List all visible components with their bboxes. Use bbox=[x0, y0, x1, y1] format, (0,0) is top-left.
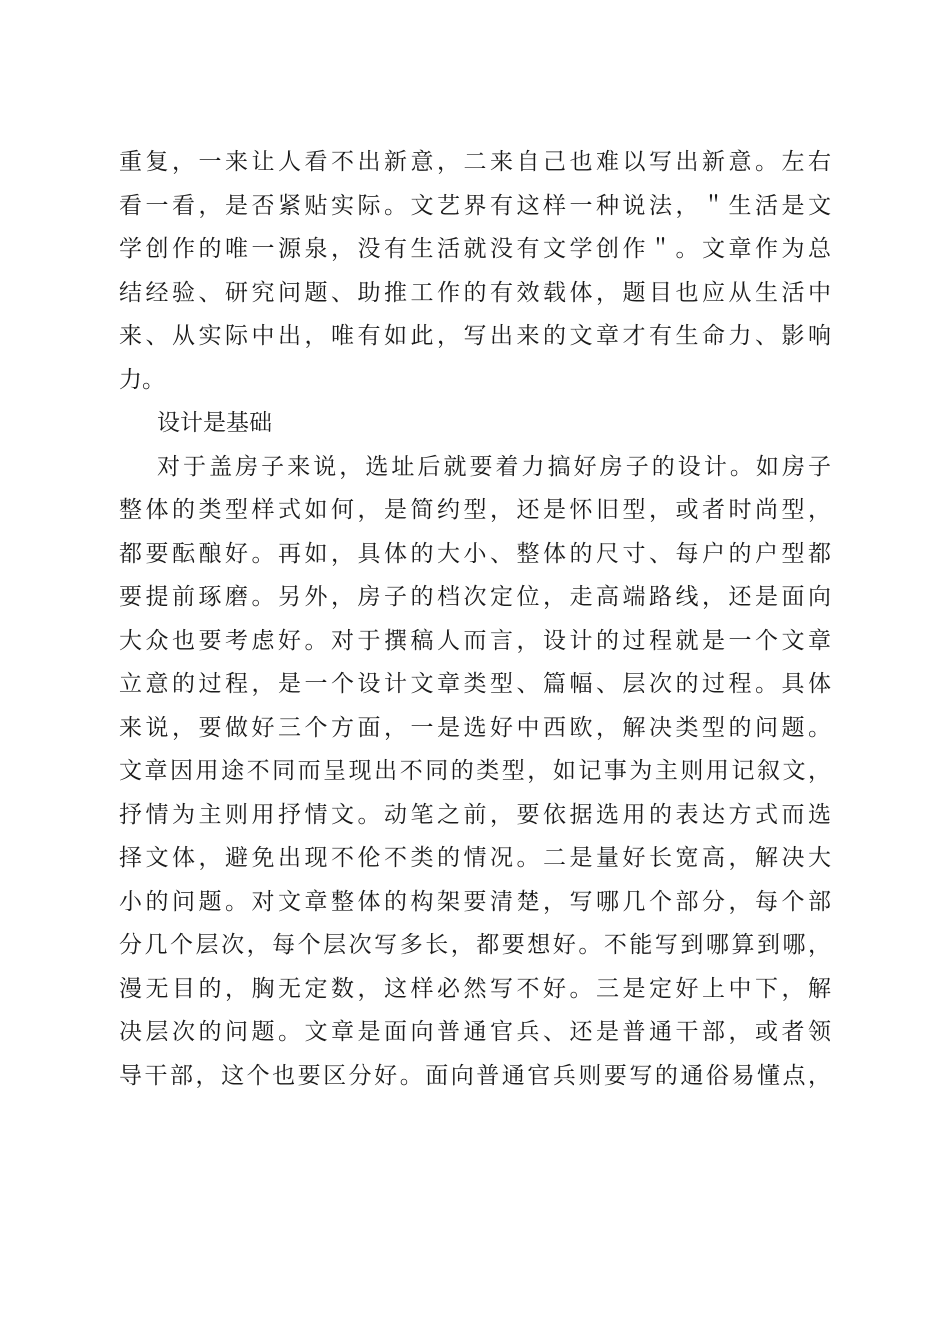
text-line: 大众也要考虑好。对于撰稿人而言，设计的过程就是一个文章 bbox=[119, 627, 831, 654]
text-line: 整体的类型样式如何，是简约型，还是怀旧型，或者时尚型， bbox=[119, 497, 831, 523]
text-line: 结经验、研究问题、助推工作的有效载体，题目也应从生活中 bbox=[119, 279, 831, 306]
text-line: 导干部，这个也要区分好。面向普通官兵则要写的通俗易懂点， bbox=[119, 1062, 831, 1089]
text-line: 立意的过程，是一个设计文章类型、篇幅、层次的过程。具体 bbox=[119, 671, 831, 697]
text-line: 漫无目的，胸无定数，这样必然写不好。三是定好上中下，解 bbox=[119, 975, 831, 1002]
text-line: 分几个层次，每个层次写多长，都要想好。不能写到哪算到哪， bbox=[119, 932, 831, 958]
text-line: 来、从实际中出，唯有如此，写出来的文章才有生命力、影响 bbox=[119, 323, 831, 349]
section-heading: 设计是基础 bbox=[157, 410, 272, 436]
text-line: 小的问题。对文章整体的构架要清楚，写哪几个部分，每个部 bbox=[119, 888, 831, 915]
text-line: 重复，一来让人看不出新意，二来自己也难以写出新意。左右 bbox=[119, 149, 831, 175]
text-line: 对于盖房子来说，选址后就要着力搞好房子的设计。如房子 bbox=[157, 453, 831, 480]
document-body bbox=[119, 141, 831, 1098]
paragraph-continuation bbox=[119, 141, 831, 402]
text-line: 来说，要做好三个方面，一是选好中西欧，解决类型的问题。 bbox=[119, 714, 831, 741]
text-line: 抒情为主则用抒情文。动笔之前，要依据选用的表达方式而选 bbox=[119, 801, 831, 828]
text-line: 文章因用途不同而呈现出不同的类型，如记事为主则用记叙文， bbox=[119, 758, 831, 784]
text-line: 学创作的唯一源泉，没有生活就没有文学创作＂。文章作为总 bbox=[119, 236, 831, 262]
text-line: 都要酝酿好。再如，具体的大小、整体的尺寸、每户的户型都 bbox=[119, 540, 831, 567]
text-line: 择文体，避免出现不伦不类的情况。二是量好长宽高，解决大 bbox=[119, 845, 831, 871]
text-line: 要提前琢磨。另外，房子的档次定位，走高端路线，还是面向 bbox=[119, 584, 831, 610]
text-line: 力。 bbox=[119, 366, 165, 393]
paragraph-design bbox=[119, 446, 831, 1099]
text-line: 看一看，是否紧贴实际。文艺界有这样一种说法，＂生活是文 bbox=[119, 192, 831, 219]
text-line: 决层次的问题。文章是面向普通官兵、还是普通干部，或者领 bbox=[119, 1019, 831, 1045]
